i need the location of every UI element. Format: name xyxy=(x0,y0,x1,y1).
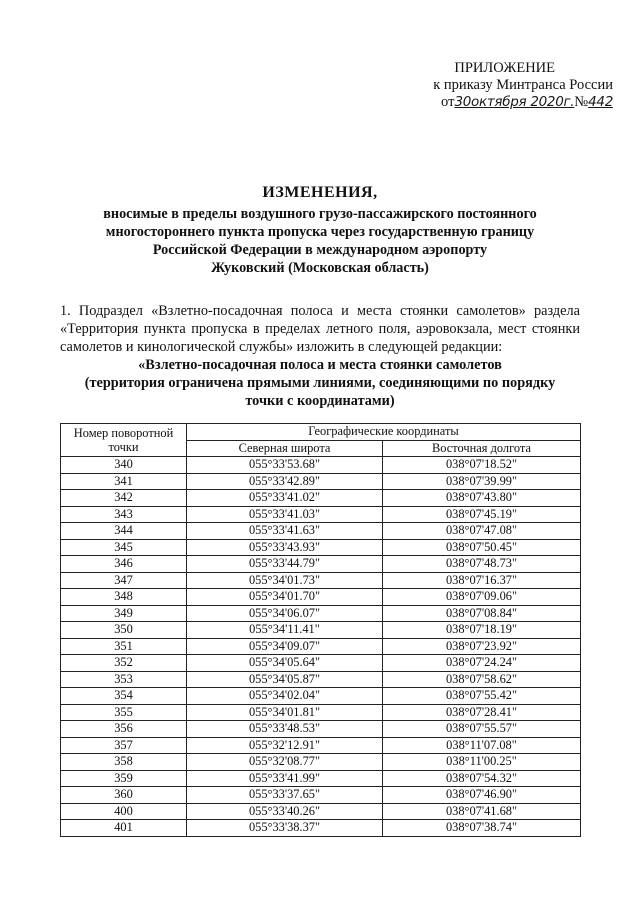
cell-longitude: 038°07'23.92" xyxy=(383,638,581,655)
cell-point-number: 345 xyxy=(61,539,187,556)
table-row xyxy=(61,506,581,523)
table-row xyxy=(61,556,581,573)
table-row xyxy=(61,572,581,589)
cell-point-number: 356 xyxy=(61,721,187,738)
appendix-title: ПРИЛОЖЕНИЕ xyxy=(454,60,555,76)
handwritten-number: 442 xyxy=(588,94,613,110)
table-row xyxy=(61,473,581,490)
cell-latitude: 055°33'53.68" xyxy=(187,457,383,474)
table-row xyxy=(61,490,581,507)
cell-latitude: 055°33'41.03" xyxy=(187,506,383,523)
table-row xyxy=(61,638,581,655)
header-longitude: Восточная долгота xyxy=(383,440,581,457)
cell-point-number: 359 xyxy=(61,770,187,787)
section-subheading xyxy=(60,356,580,410)
cell-longitude: 038°07'58.62" xyxy=(383,671,581,688)
handwritten-date: 30октября 2020г. xyxy=(454,94,575,110)
cell-longitude: 038°07'45.19" xyxy=(383,506,581,523)
cell-longitude: 038°07'47.08" xyxy=(383,523,581,540)
cell-latitude: 055°33'41.63" xyxy=(187,523,383,540)
cell-latitude: 055°34'05.64" xyxy=(187,655,383,672)
cell-latitude: 055°34'11.41" xyxy=(187,622,383,639)
cell-point-number: 360 xyxy=(61,787,187,804)
header-geo-coordinates: Географические координаты xyxy=(187,424,581,441)
cell-point-number: 344 xyxy=(61,523,187,540)
cell-latitude: 055°34'06.07" xyxy=(187,605,383,622)
coordinates-table xyxy=(60,423,581,837)
cell-longitude: 038°07'09.06" xyxy=(383,589,581,606)
cell-longitude: 038°07'39.99" xyxy=(383,473,581,490)
cell-point-number: 355 xyxy=(61,704,187,721)
table-row xyxy=(61,655,581,672)
paragraph-1: 1. Подраздел «Взлетно-посадочная полоса и места стоянки самолетов» раздела «Территория пункта пропуска в пределах летного поля, аэровокзала, мест стоянки самолетов и кинологической службы» изложить в следующей редакции: xyxy=(60,303,580,355)
cell-longitude: 038°07'41.68" xyxy=(383,803,581,820)
cell-point-number: 342 xyxy=(61,490,187,507)
cell-point-number: 400 xyxy=(61,803,187,820)
table-row xyxy=(61,622,581,639)
cell-point-number: 343 xyxy=(61,506,187,523)
heading-subtitle-line: вносимые в пределы воздушного грузо-пассажирского постоянного xyxy=(103,206,537,222)
cell-point-number: 346 xyxy=(61,556,187,573)
cell-point-number: 348 xyxy=(61,589,187,606)
cell-point-number: 349 xyxy=(61,605,187,622)
cell-longitude: 038°07'46.90" xyxy=(383,787,581,804)
table-row xyxy=(61,770,581,787)
cell-latitude: 055°33'42.89" xyxy=(187,473,383,490)
heading-subtitle-line: многостороннего пункта пропуска через государственную границу xyxy=(105,224,535,240)
cell-latitude: 055°32'08.77" xyxy=(187,754,383,771)
cell-longitude: 038°11'00.25" xyxy=(383,754,581,771)
cell-point-number: 357 xyxy=(61,737,187,754)
coordinates-table-body xyxy=(61,457,581,837)
cell-longitude: 038°07'18.52" xyxy=(383,457,581,474)
number-label: № xyxy=(574,94,589,110)
heading-subtitle-line: Российской Федерации в международном аэропорту xyxy=(152,242,488,258)
cell-latitude: 055°32'12.91" xyxy=(187,737,383,754)
cell-longitude: 038°07'55.42" xyxy=(383,688,581,705)
cell-latitude: 055°33'44.79" xyxy=(187,556,383,573)
cell-latitude: 055°34'01.81" xyxy=(187,704,383,721)
cell-latitude: 055°33'41.99" xyxy=(187,770,383,787)
table-row xyxy=(61,721,581,738)
table-row xyxy=(61,688,581,705)
cell-point-number: 354 xyxy=(61,688,187,705)
cell-longitude: 038°07'55.57" xyxy=(383,721,581,738)
table-row xyxy=(61,754,581,771)
subheading-line: «Взлетно-посадочная полоса и места стоянки самолетов xyxy=(138,357,502,373)
cell-point-number: 358 xyxy=(61,754,187,771)
heading-subtitle xyxy=(60,205,580,277)
cell-longitude: 038°07'28.41" xyxy=(383,704,581,721)
header-point-number: Номер поворотной точки xyxy=(61,424,187,457)
cell-point-number: 347 xyxy=(61,572,187,589)
cell-longitude: 038°07'16.37" xyxy=(383,572,581,589)
cell-point-number: 401 xyxy=(61,820,187,837)
cell-latitude: 055°34'01.70" xyxy=(187,589,383,606)
cell-latitude: 055°33'40.26" xyxy=(187,803,383,820)
cell-point-number: 352 xyxy=(61,655,187,672)
cell-longitude: 038°07'08.84" xyxy=(383,605,581,622)
table-row xyxy=(61,457,581,474)
table-row xyxy=(61,787,581,804)
cell-longitude: 038°07'43.80" xyxy=(383,490,581,507)
cell-longitude: 038°07'38.74" xyxy=(383,820,581,837)
subheading-line: точки с координатами) xyxy=(245,393,395,409)
cell-longitude: 038°11'07.08" xyxy=(383,737,581,754)
cell-latitude: 055°33'37.65" xyxy=(187,787,383,804)
heading-title: ИЗМЕНЕНИЯ, xyxy=(262,184,378,201)
cell-latitude: 055°33'43.93" xyxy=(187,539,383,556)
cell-latitude: 055°34'09.07" xyxy=(187,638,383,655)
table-row xyxy=(61,539,581,556)
date-prefix: от xyxy=(441,94,455,110)
cell-longitude: 038°07'48.73" xyxy=(383,556,581,573)
heading-subtitle-line: Жуковский (Московская область) xyxy=(211,260,429,276)
table-row xyxy=(61,523,581,540)
document-heading xyxy=(60,183,580,277)
subheading-line: (территория ограничена прямыми линиями, соединяющими по порядку xyxy=(84,375,556,391)
table-row xyxy=(61,803,581,820)
cell-longitude: 038°07'18.19" xyxy=(383,622,581,639)
cell-longitude: 038°07'54.32" xyxy=(383,770,581,787)
appendix-date-line xyxy=(383,94,613,111)
cell-point-number: 350 xyxy=(61,622,187,639)
cell-point-number: 340 xyxy=(61,457,187,474)
cell-point-number: 353 xyxy=(61,671,187,688)
cell-latitude: 055°34'05.87" xyxy=(187,671,383,688)
cell-longitude: 038°07'50.45" xyxy=(383,539,581,556)
table-row xyxy=(61,589,581,606)
table-row xyxy=(61,605,581,622)
cell-point-number: 341 xyxy=(61,473,187,490)
cell-latitude: 055°34'02.04" xyxy=(187,688,383,705)
cell-latitude: 055°34'01.73" xyxy=(187,572,383,589)
appendix-block xyxy=(383,60,613,111)
table-row xyxy=(61,671,581,688)
cell-latitude: 055°33'41.02" xyxy=(187,490,383,507)
table-row xyxy=(61,737,581,754)
table-row xyxy=(61,704,581,721)
table-row xyxy=(61,820,581,837)
cell-latitude: 055°33'38.37" xyxy=(187,820,383,837)
appendix-order-ref: к приказу Минтранса России xyxy=(433,77,613,93)
cell-point-number: 351 xyxy=(61,638,187,655)
cell-latitude: 055°33'48.53" xyxy=(187,721,383,738)
cell-longitude: 038°07'24.24" xyxy=(383,655,581,672)
header-latitude: Северная широта xyxy=(187,440,383,457)
